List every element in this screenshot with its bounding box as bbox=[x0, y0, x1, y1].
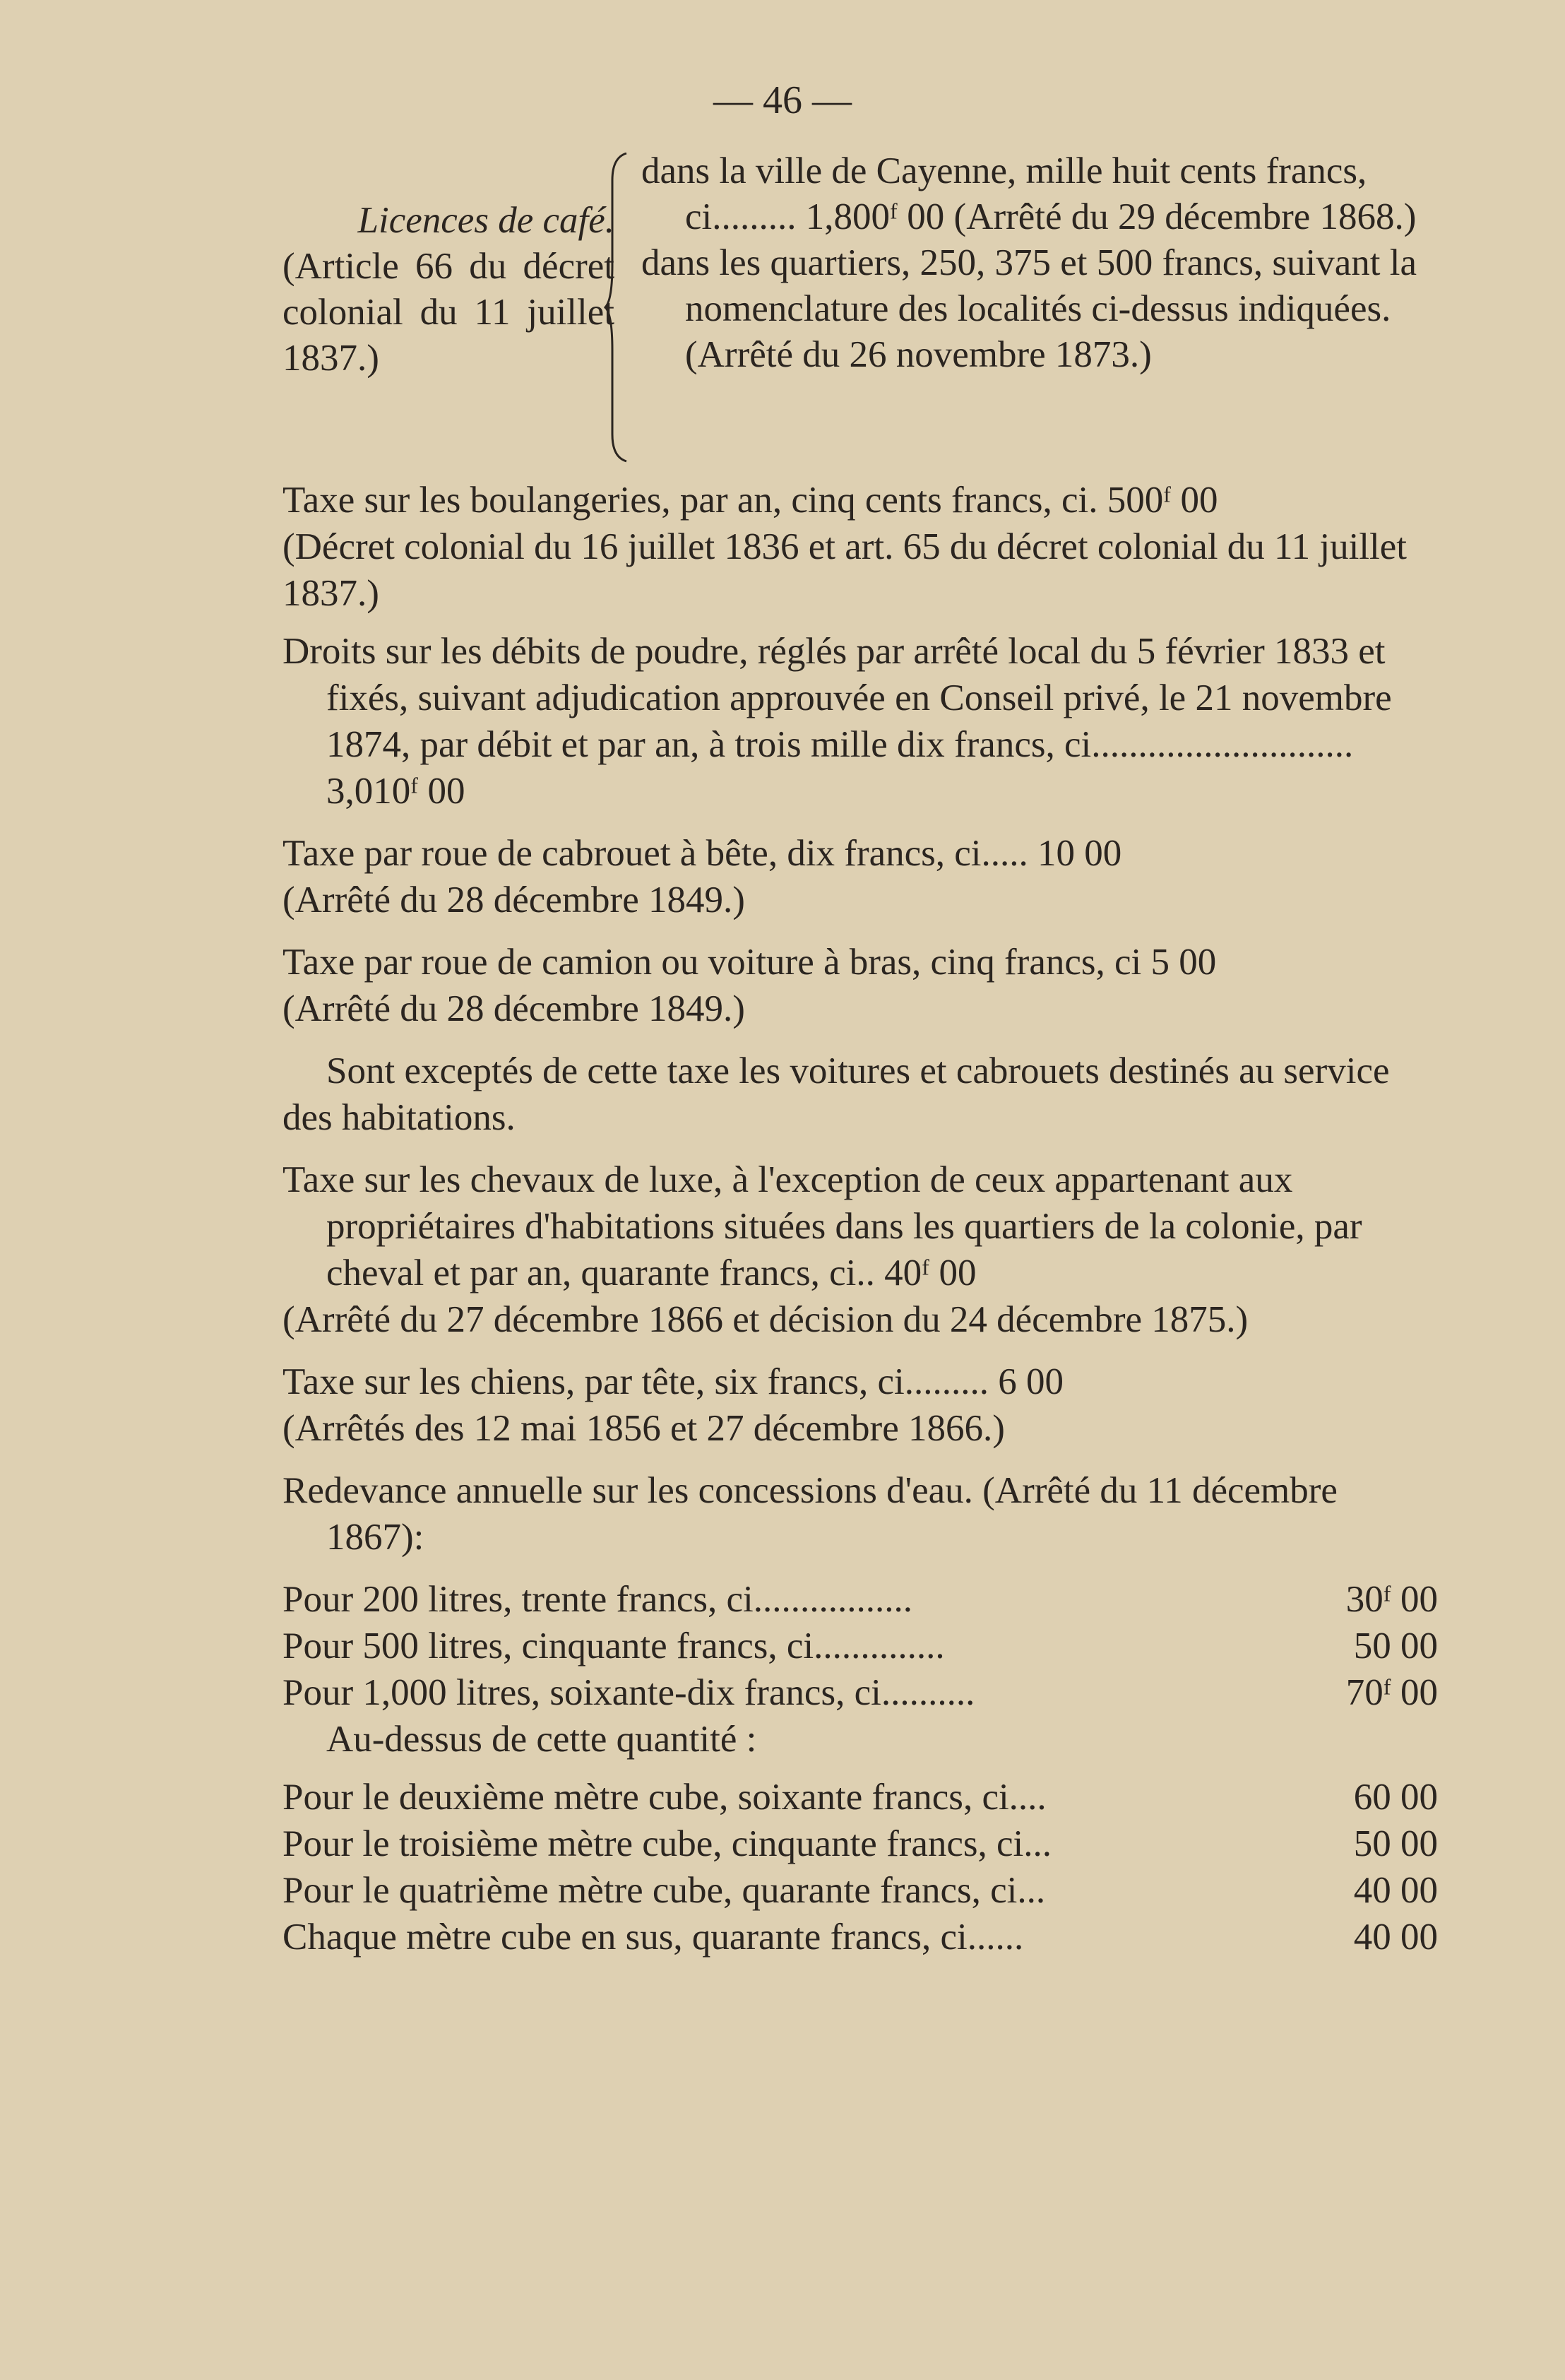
water-row bbox=[282, 1669, 1438, 1716]
cube-row-value: 40 00 bbox=[1353, 1870, 1438, 1911]
entry-chiens: Taxe sur les chiens, par tête, six francs, ci......... 6 00 bbox=[282, 1361, 1064, 1402]
cube-row-value: 40 00 bbox=[1353, 1917, 1438, 1958]
cube-row-text: Pour le deuxième mètre cube, soixante francs, ci.... bbox=[282, 1777, 1047, 1818]
entry-redevance: Redevance annuelle sur les concessions d'eau. (Arrêté du 11 décembre 1867): bbox=[282, 1470, 1338, 1558]
water-row-text: Pour 500 litres, cinquante francs, ci.............. bbox=[282, 1626, 945, 1666]
cube-row-value: 60 00 bbox=[1353, 1777, 1438, 1818]
water-row bbox=[282, 1576, 1438, 1623]
entry-camion: Taxe par roue de camion ou voiture à bras, cinq francs, ci 5 00 bbox=[282, 942, 1217, 983]
licences-title: Licences de café. bbox=[357, 200, 614, 241]
entry-cabrouet: Taxe par roue de cabrouet à bête, dix francs, ci..... 10 00 bbox=[282, 833, 1122, 874]
above-quantity: Au-dessus de cette quantité : bbox=[326, 1719, 757, 1760]
water-row-text: Pour 200 litres, trente francs, ci................. bbox=[282, 1579, 912, 1620]
tax-entries bbox=[282, 477, 1438, 1960]
cube-row-value: 50 00 bbox=[1353, 1823, 1438, 1864]
entry-chevaux: Taxe sur les chevaux de luxe, à l'exception de ceux appartenant aux propriétaires d'habitations situées dans les quartiers de la colonie, par cheval et par an, quarante francs, ci.. 40ᶠ 00 bbox=[282, 1159, 1362, 1293]
para-exceptions: Sont exceptés de cette taxe les voitures et cabrouets destinés au service des habitations. bbox=[282, 1050, 1390, 1138]
water-row-value: 30ᶠ 00 bbox=[1345, 1579, 1438, 1620]
ref-chiens: (Arrêtés des 12 mai 1856 et 27 décembre 1866.) bbox=[282, 1408, 1005, 1449]
cube-row bbox=[282, 1914, 1438, 1960]
cube-row bbox=[282, 1774, 1438, 1820]
licences-right bbox=[641, 148, 1441, 378]
licences-left bbox=[282, 198, 614, 381]
water-row bbox=[282, 1623, 1438, 1669]
cube-row-text: Chaque mètre cube en sus, quarante francs, ci...... bbox=[282, 1917, 1024, 1958]
licences-block bbox=[282, 148, 1441, 466]
cube-row bbox=[282, 1867, 1438, 1914]
ref-boulangeries: (Décret colonial du 16 juillet 1836 et art. 65 du décret colonial du 11 juillet 1837.) bbox=[282, 526, 1407, 614]
page-number: — 46 — bbox=[713, 78, 852, 122]
entry-poudre: Droits sur les débits de poudre, réglés par arrêté local du 5 février 1833 et fixés, suivant adjudication approuvée en Conseil privé, le 21 novembre 1874, par débit et par an, à trois mille dix francs, ci............................ 3,010ᶠ 00 bbox=[282, 631, 1392, 812]
cube-row bbox=[282, 1820, 1438, 1867]
ref-chevaux: (Arrêté du 27 décembre 1866 et décision du 24 décembre 1875.) bbox=[282, 1299, 1249, 1340]
licences-cayenne: dans la ville de Cayenne, mille huit cents francs, ci......... 1,800ᶠ 00 (Arrêté du 29 décembre 1868.) bbox=[641, 150, 1417, 237]
licences-article: (Article 66 du décret colonial du 11 juillet 1837.) bbox=[282, 246, 614, 379]
water-row-value: 50 00 bbox=[1353, 1626, 1438, 1666]
cube-row-text: Pour le quatrième mètre cube, quarante francs, ci... bbox=[282, 1870, 1046, 1911]
water-row-text: Pour 1,000 litres, soixante-dix francs, ci.......... bbox=[282, 1672, 975, 1713]
ref-camion: (Arrêté du 28 décembre 1849.) bbox=[282, 988, 745, 1029]
entry-boulangeries: Taxe sur les boulangeries, par an, cinq cents francs, ci. 500ᶠ 00 bbox=[282, 480, 1218, 521]
cube-row-text: Pour le troisième mètre cube, cinquante francs, ci... bbox=[282, 1823, 1052, 1864]
licences-quartiers: dans les quartiers, 250, 375 et 500 francs, suivant la nomenclature des localités ci-dessus indiquées. (Arrêté du 26 novembre 1873.) bbox=[641, 242, 1417, 375]
ref-cabrouet: (Arrêté du 28 décembre 1849.) bbox=[282, 880, 745, 920]
water-row-value: 70ᶠ 00 bbox=[1345, 1672, 1438, 1713]
brace-icon bbox=[604, 152, 632, 463]
